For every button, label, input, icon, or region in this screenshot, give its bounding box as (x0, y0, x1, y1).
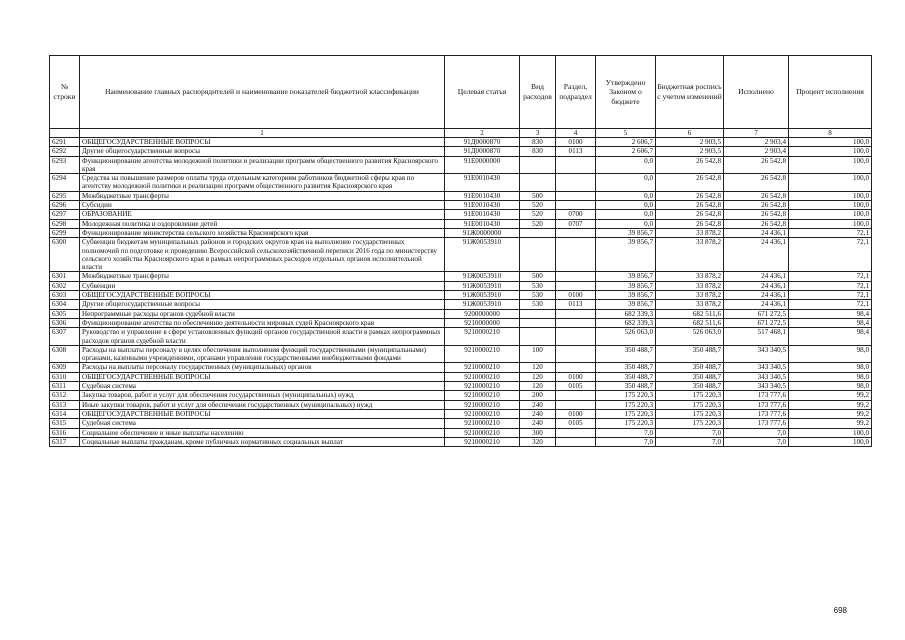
cell-percent: 72,1 (789, 291, 872, 300)
header-expense-type: Вид расходов (520, 56, 556, 129)
cell-target-article: 91Д0000870 (445, 138, 520, 147)
cell-budget-schedule: 33 878,2 (656, 228, 724, 237)
cell-section (556, 191, 596, 200)
cell-percent: 100,0 (789, 219, 872, 228)
cell-expense-type (520, 174, 556, 192)
cell-budget-schedule: 175 220,3 (656, 400, 724, 409)
cell-executed: 2 903,4 (724, 147, 789, 156)
cell-executed: 343 340,5 (724, 382, 789, 391)
cell-name: Социальные выплаты гражданам, кроме публичных нормативных социальных выплат (80, 437, 445, 446)
cell-name: Функционирование министерства сельского хозяйства Красноярского края (80, 228, 445, 237)
column-number: 8 (789, 129, 872, 138)
cell-expense-type: 830 (520, 147, 556, 156)
cell-budget-schedule: 350 488,7 (656, 372, 724, 381)
cell-section (556, 174, 596, 192)
cell-row-number: 6302 (50, 281, 80, 290)
cell-approved: 175 220,3 (596, 409, 656, 418)
cell-percent: 99,2 (789, 400, 872, 409)
cell-name: Расходы на выплаты персоналу государственных (муниципальных) органов (80, 363, 445, 372)
cell-section (556, 363, 596, 372)
cell-expense-type: 240 (520, 409, 556, 418)
cell-target-article: 9210000210 (445, 419, 520, 428)
cell-approved: 350 488,7 (596, 363, 656, 372)
cell-executed: 173 777,6 (724, 400, 789, 409)
cell-expense-type: 240 (520, 419, 556, 428)
cell-name: Расходы на выплаты персоналу в целях обеспечения выполнения функций государственными (муниципальными) органами, казенными учреждениями, органами управления государственными внебюджетными фондами (80, 345, 445, 363)
cell-section (556, 228, 596, 237)
cell-name: Другие общегосударственные вопросы (80, 300, 445, 309)
cell-approved: 682 339,3 (596, 318, 656, 327)
cell-section (556, 281, 596, 290)
cell-approved: 350 488,7 (596, 372, 656, 381)
cell-row-number: 6311 (50, 382, 80, 391)
cell-target-article: 9210000210 (445, 328, 520, 346)
cell-section: 0105 (556, 419, 596, 428)
table-row (50, 328, 872, 346)
cell-target-article: 91Е0010430 (445, 219, 520, 228)
cell-row-number: 6310 (50, 372, 80, 381)
cell-approved: 175 220,3 (596, 419, 656, 428)
cell-expense-type (520, 328, 556, 346)
cell-budget-schedule: 26 542,8 (656, 156, 724, 174)
cell-target-article: 91Ж0053910 (445, 238, 520, 272)
table-row (50, 228, 872, 237)
cell-expense-type (520, 238, 556, 272)
cell-executed: 24 436,1 (724, 228, 789, 237)
cell-target-article: 91Е0010430 (445, 201, 520, 210)
cell-row-number: 6315 (50, 419, 80, 428)
cell-target-article: 9210000000 (445, 318, 520, 327)
cell-target-article: 91Ж0053910 (445, 300, 520, 309)
cell-executed: 173 777,6 (724, 391, 789, 400)
cell-budget-schedule: 33 878,2 (656, 281, 724, 290)
cell-executed: 343 340,5 (724, 345, 789, 363)
budget-report-sheet (49, 55, 871, 447)
cell-section (556, 428, 596, 437)
table-row (50, 281, 872, 290)
table-row (50, 138, 872, 147)
cell-percent: 100,0 (789, 174, 872, 192)
cell-row-number: 6307 (50, 328, 80, 346)
cell-expense-type: 500 (520, 191, 556, 200)
cell-budget-schedule: 26 542,8 (656, 210, 724, 219)
cell-row-number: 6303 (50, 291, 80, 300)
cell-row-number: 6316 (50, 428, 80, 437)
header-target-article: Целевая статья (445, 56, 520, 129)
cell-name: ОБЩЕГОСУДАРСТВЕННЫЕ ВОПРОСЫ (80, 372, 445, 381)
table-row (50, 210, 872, 219)
cell-approved: 0,0 (596, 201, 656, 210)
cell-target-article: 91Ж0000000 (445, 228, 520, 237)
cell-expense-type: 830 (520, 138, 556, 147)
cell-name: ОБРАЗОВАНИЕ (80, 210, 445, 219)
header-row-number: № строки (50, 56, 80, 129)
cell-row-number: 6305 (50, 309, 80, 318)
cell-approved: 526 063,0 (596, 328, 656, 346)
table-row (50, 409, 872, 418)
table-row (50, 372, 872, 381)
cell-percent: 100,0 (789, 191, 872, 200)
cell-executed: 26 542,8 (724, 219, 789, 228)
cell-target-article: 9200000000 (445, 309, 520, 318)
cell-name: Средства на повышение размеров оплаты труда отдельным категориям работников бюджетной сферы края по агентству молодежной политики и реализации программ общественного развития Красноярского края (80, 174, 445, 192)
cell-approved: 175 220,3 (596, 400, 656, 409)
cell-percent: 98,0 (789, 345, 872, 363)
cell-percent: 98,4 (789, 309, 872, 318)
cell-target-article: 9210000210 (445, 345, 520, 363)
header-executed: Исполнено (724, 56, 789, 129)
cell-percent: 98,4 (789, 318, 872, 327)
cell-budget-schedule: 350 488,7 (656, 382, 724, 391)
column-number: 3 (520, 129, 556, 138)
cell-executed: 7,0 (724, 428, 789, 437)
cell-target-article: 91Ж0053910 (445, 291, 520, 300)
table-row (50, 363, 872, 372)
cell-name: ОБЩЕГОСУДАРСТВЕННЫЕ ВОПРОСЫ (80, 409, 445, 418)
cell-target-article: 91Е0000000 (445, 156, 520, 174)
cell-target-article: 91Ж0053910 (445, 272, 520, 281)
cell-name: Социальное обеспечение и иные выплаты населению (80, 428, 445, 437)
cell-budget-schedule: 2 903,5 (656, 147, 724, 156)
cell-executed: 343 340,5 (724, 363, 789, 372)
cell-budget-schedule: 33 878,2 (656, 238, 724, 272)
cell-name: Функционирование агентства молодежной политики и реализации программ общественного развития Красноярского края (80, 156, 445, 174)
cell-section (556, 345, 596, 363)
table-row (50, 219, 872, 228)
cell-budget-schedule: 26 542,8 (656, 201, 724, 210)
header-approved: Утверждено Законом о бюджете (596, 56, 656, 129)
cell-target-article: 91Е0010430 (445, 210, 520, 219)
column-number: 2 (445, 129, 520, 138)
table-row (50, 391, 872, 400)
cell-budget-schedule: 7,0 (656, 428, 724, 437)
cell-section (556, 437, 596, 446)
cell-row-number: 6292 (50, 147, 80, 156)
cell-section (556, 272, 596, 281)
cell-approved: 0,0 (596, 219, 656, 228)
cell-executed: 26 542,8 (724, 191, 789, 200)
cell-row-number: 6300 (50, 238, 80, 272)
cell-name: Судебная система (80, 382, 445, 391)
cell-percent: 100,0 (789, 201, 872, 210)
cell-expense-type (520, 318, 556, 327)
cell-expense-type: 530 (520, 281, 556, 290)
cell-target-article: 9210000210 (445, 437, 520, 446)
cell-expense-type: 100 (520, 345, 556, 363)
cell-row-number: 6313 (50, 400, 80, 409)
cell-percent: 98,4 (789, 328, 872, 346)
cell-row-number: 6294 (50, 174, 80, 192)
cell-expense-type: 500 (520, 272, 556, 281)
cell-executed: 24 436,1 (724, 281, 789, 290)
table-row (50, 309, 872, 318)
cell-executed: 24 436,1 (724, 272, 789, 281)
cell-executed: 24 436,1 (724, 238, 789, 272)
cell-expense-type: 530 (520, 291, 556, 300)
header-percent: Процент исполнения (789, 56, 872, 129)
cell-expense-type: 530 (520, 300, 556, 309)
cell-section: 0100 (556, 409, 596, 418)
cell-percent: 72,1 (789, 281, 872, 290)
cell-percent: 98,0 (789, 372, 872, 381)
cell-name: Иные закупки товаров, работ и услуг для обеспечения государственных (муниципальных) нужд (80, 400, 445, 409)
cell-budget-schedule: 175 220,3 (656, 409, 724, 418)
cell-executed: 26 542,8 (724, 156, 789, 174)
cell-expense-type: 520 (520, 210, 556, 219)
cell-expense-type (520, 156, 556, 174)
cell-section: 0100 (556, 138, 596, 147)
cell-approved: 39 856,7 (596, 228, 656, 237)
cell-executed: 517 468,1 (724, 328, 789, 346)
cell-percent: 100,0 (789, 210, 872, 219)
cell-approved: 39 856,7 (596, 281, 656, 290)
cell-section (556, 318, 596, 327)
column-number: 6 (656, 129, 724, 138)
cell-percent: 99,2 (789, 409, 872, 418)
cell-percent: 99,2 (789, 419, 872, 428)
cell-name: Функционирование агентства по обеспечению деятельности мировых судей Красноярского края (80, 318, 445, 327)
cell-expense-type: 320 (520, 437, 556, 446)
table-row (50, 238, 872, 272)
table-row (50, 400, 872, 409)
cell-name: Субвенции (80, 281, 445, 290)
cell-target-article: 9210000210 (445, 372, 520, 381)
cell-approved: 0,0 (596, 156, 656, 174)
cell-approved: 682 339,3 (596, 309, 656, 318)
column-number: 4 (556, 129, 596, 138)
table-row (50, 382, 872, 391)
table-row (50, 419, 872, 428)
cell-percent: 99,2 (789, 391, 872, 400)
table-row (50, 437, 872, 446)
cell-percent: 100,0 (789, 147, 872, 156)
cell-percent: 100,0 (789, 138, 872, 147)
table-body (50, 138, 872, 447)
cell-row-number: 6291 (50, 138, 80, 147)
column-number: 7 (724, 129, 789, 138)
table-row (50, 147, 872, 156)
page-number: 698 (833, 606, 847, 615)
cell-row-number: 6317 (50, 437, 80, 446)
table-row (50, 201, 872, 210)
table-row (50, 428, 872, 437)
cell-target-article: 9210000210 (445, 391, 520, 400)
cell-budget-schedule: 350 488,7 (656, 345, 724, 363)
cell-percent: 100,0 (789, 156, 872, 174)
table-row (50, 191, 872, 200)
cell-approved: 39 856,7 (596, 272, 656, 281)
cell-executed: 24 436,1 (724, 300, 789, 309)
table-row (50, 291, 872, 300)
cell-expense-type: 120 (520, 372, 556, 381)
cell-row-number: 6309 (50, 363, 80, 372)
cell-budget-schedule: 33 878,2 (656, 300, 724, 309)
cell-budget-schedule: 175 220,3 (656, 391, 724, 400)
cell-section: 0113 (556, 300, 596, 309)
column-number: 1 (80, 129, 445, 138)
cell-target-article: 9210000210 (445, 428, 520, 437)
cell-name: ОБЩЕГОСУДАРСТВЕННЫЕ ВОПРОСЫ (80, 291, 445, 300)
cell-section (556, 400, 596, 409)
cell-approved: 0,0 (596, 210, 656, 219)
cell-executed: 7,0 (724, 437, 789, 446)
cell-target-article: 9210000210 (445, 400, 520, 409)
budget-execution-table (49, 55, 872, 447)
cell-approved: 0,0 (596, 191, 656, 200)
cell-expense-type: 200 (520, 391, 556, 400)
cell-section (556, 391, 596, 400)
cell-approved: 350 488,7 (596, 382, 656, 391)
cell-name: Молодежная политика и оздоровление детей (80, 219, 445, 228)
cell-row-number: 6296 (50, 201, 80, 210)
cell-executed: 671 272,5 (724, 309, 789, 318)
cell-expense-type (520, 309, 556, 318)
cell-section (556, 309, 596, 318)
cell-row-number: 6314 (50, 409, 80, 418)
header-budget-schedule: Бюджетная роспись с учетом изменений (656, 56, 724, 129)
table-row (50, 156, 872, 174)
cell-expense-type (520, 228, 556, 237)
cell-section: 0707 (556, 219, 596, 228)
cell-approved: 39 856,7 (596, 238, 656, 272)
cell-budget-schedule: 350 488,7 (656, 363, 724, 372)
cell-approved: 175 220,3 (596, 391, 656, 400)
cell-budget-schedule: 33 878,2 (656, 272, 724, 281)
cell-name: Другие общегосударственные вопросы (80, 147, 445, 156)
cell-target-article: 91Д0000870 (445, 147, 520, 156)
cell-executed: 26 542,8 (724, 210, 789, 219)
cell-budget-schedule: 7,0 (656, 437, 724, 446)
cell-row-number: 6308 (50, 345, 80, 363)
cell-approved: 7,0 (596, 437, 656, 446)
cell-name: Субвенции бюджетам муниципальных районов и городских округов края на выполнение государственных полномочий по подготовке и проведению Всероссийской сельскохозяйственной переписи 2016 года по министерству сельского хозяйства Красноярского края в рамках непрограммных расходов отдельных органов исполнительной власти (80, 238, 445, 272)
table-row (50, 272, 872, 281)
table-row (50, 345, 872, 363)
cell-approved: 0,0 (596, 174, 656, 192)
table-row (50, 318, 872, 327)
cell-section (556, 328, 596, 346)
header-name: Наименование главных распорядителей и наименование показателей бюджетной классификации (80, 56, 445, 129)
cell-approved: 39 856,7 (596, 291, 656, 300)
cell-budget-schedule: 26 542,8 (656, 219, 724, 228)
cell-row-number: 6293 (50, 156, 80, 174)
cell-executed: 26 542,8 (724, 174, 789, 192)
cell-row-number: 6299 (50, 228, 80, 237)
cell-executed: 343 340,5 (724, 372, 789, 381)
cell-target-article: 91Е0010430 (445, 191, 520, 200)
cell-executed: 24 436,1 (724, 291, 789, 300)
cell-budget-schedule: 33 878,2 (656, 291, 724, 300)
cell-budget-schedule: 26 542,8 (656, 174, 724, 192)
cell-budget-schedule: 682 511,6 (656, 318, 724, 327)
cell-percent: 72,1 (789, 272, 872, 281)
cell-name: Закупка товаров, работ и услуг для обеспечения государственных (муниципальных) нужд (80, 391, 445, 400)
cell-target-article: 91Ж0053910 (445, 281, 520, 290)
cell-executed: 26 542,8 (724, 201, 789, 210)
cell-budget-schedule: 2 903,5 (656, 138, 724, 147)
cell-section (556, 238, 596, 272)
cell-name: ОБЩЕГОСУДАРСТВЕННЫЕ ВОПРОСЫ (80, 138, 445, 147)
cell-target-article: 91Е0010430 (445, 174, 520, 192)
cell-section (556, 156, 596, 174)
cell-name: Судебная система (80, 419, 445, 428)
cell-target-article: 9210000210 (445, 382, 520, 391)
cell-approved: 7,0 (596, 428, 656, 437)
cell-expense-type: 520 (520, 201, 556, 210)
cell-executed: 2 903,4 (724, 138, 789, 147)
cell-name: Субсидии (80, 201, 445, 210)
cell-row-number: 6312 (50, 391, 80, 400)
cell-name: Межбюджетные трансферты (80, 191, 445, 200)
cell-name: Непрограммные расходы органов судебной власти (80, 309, 445, 318)
cell-expense-type: 240 (520, 400, 556, 409)
table-row (50, 300, 872, 309)
cell-percent: 72,1 (789, 228, 872, 237)
cell-expense-type: 300 (520, 428, 556, 437)
cell-name: Руководство и управление в сфере установленных функций органов государственной власти в рамках непрограммных расходов органов судебной власти (80, 328, 445, 346)
column-number (50, 129, 80, 138)
cell-section: 0100 (556, 291, 596, 300)
cell-budget-schedule: 26 542,8 (656, 191, 724, 200)
cell-approved: 2 606,7 (596, 147, 656, 156)
cell-target-article: 9210000210 (445, 409, 520, 418)
cell-row-number: 6295 (50, 191, 80, 200)
cell-row-number: 6301 (50, 272, 80, 281)
cell-row-number: 6297 (50, 210, 80, 219)
cell-row-number: 6304 (50, 300, 80, 309)
cell-expense-type: 120 (520, 382, 556, 391)
cell-executed: 671 272,5 (724, 318, 789, 327)
cell-percent: 98,0 (789, 382, 872, 391)
cell-percent: 100,0 (789, 428, 872, 437)
cell-approved: 350 488,7 (596, 345, 656, 363)
cell-section: 0113 (556, 147, 596, 156)
cell-approved: 39 856,7 (596, 300, 656, 309)
cell-percent: 98,0 (789, 363, 872, 372)
cell-budget-schedule: 526 063,0 (656, 328, 724, 346)
cell-section: 0105 (556, 382, 596, 391)
cell-expense-type: 520 (520, 219, 556, 228)
cell-section: 0700 (556, 210, 596, 219)
cell-budget-schedule: 682 511,6 (656, 309, 724, 318)
column-number-row (50, 129, 872, 138)
cell-percent: 72,1 (789, 238, 872, 272)
cell-budget-schedule: 175 220,3 (656, 419, 724, 428)
cell-name: Межбюджетные трансферты (80, 272, 445, 281)
cell-percent: 72,1 (789, 300, 872, 309)
cell-percent: 100,0 (789, 437, 872, 446)
cell-approved: 2 606,7 (596, 138, 656, 147)
cell-row-number: 6298 (50, 219, 80, 228)
column-number: 5 (596, 129, 656, 138)
table-header (50, 56, 872, 138)
header-section: Раздел, подраздел (556, 56, 596, 129)
cell-section (556, 201, 596, 210)
cell-executed: 173 777,6 (724, 419, 789, 428)
table-row (50, 174, 872, 192)
cell-target-article: 9210000210 (445, 363, 520, 372)
cell-section: 0100 (556, 372, 596, 381)
cell-executed: 173 777,6 (724, 409, 789, 418)
cell-expense-type: 120 (520, 363, 556, 372)
cell-row-number: 6306 (50, 318, 80, 327)
